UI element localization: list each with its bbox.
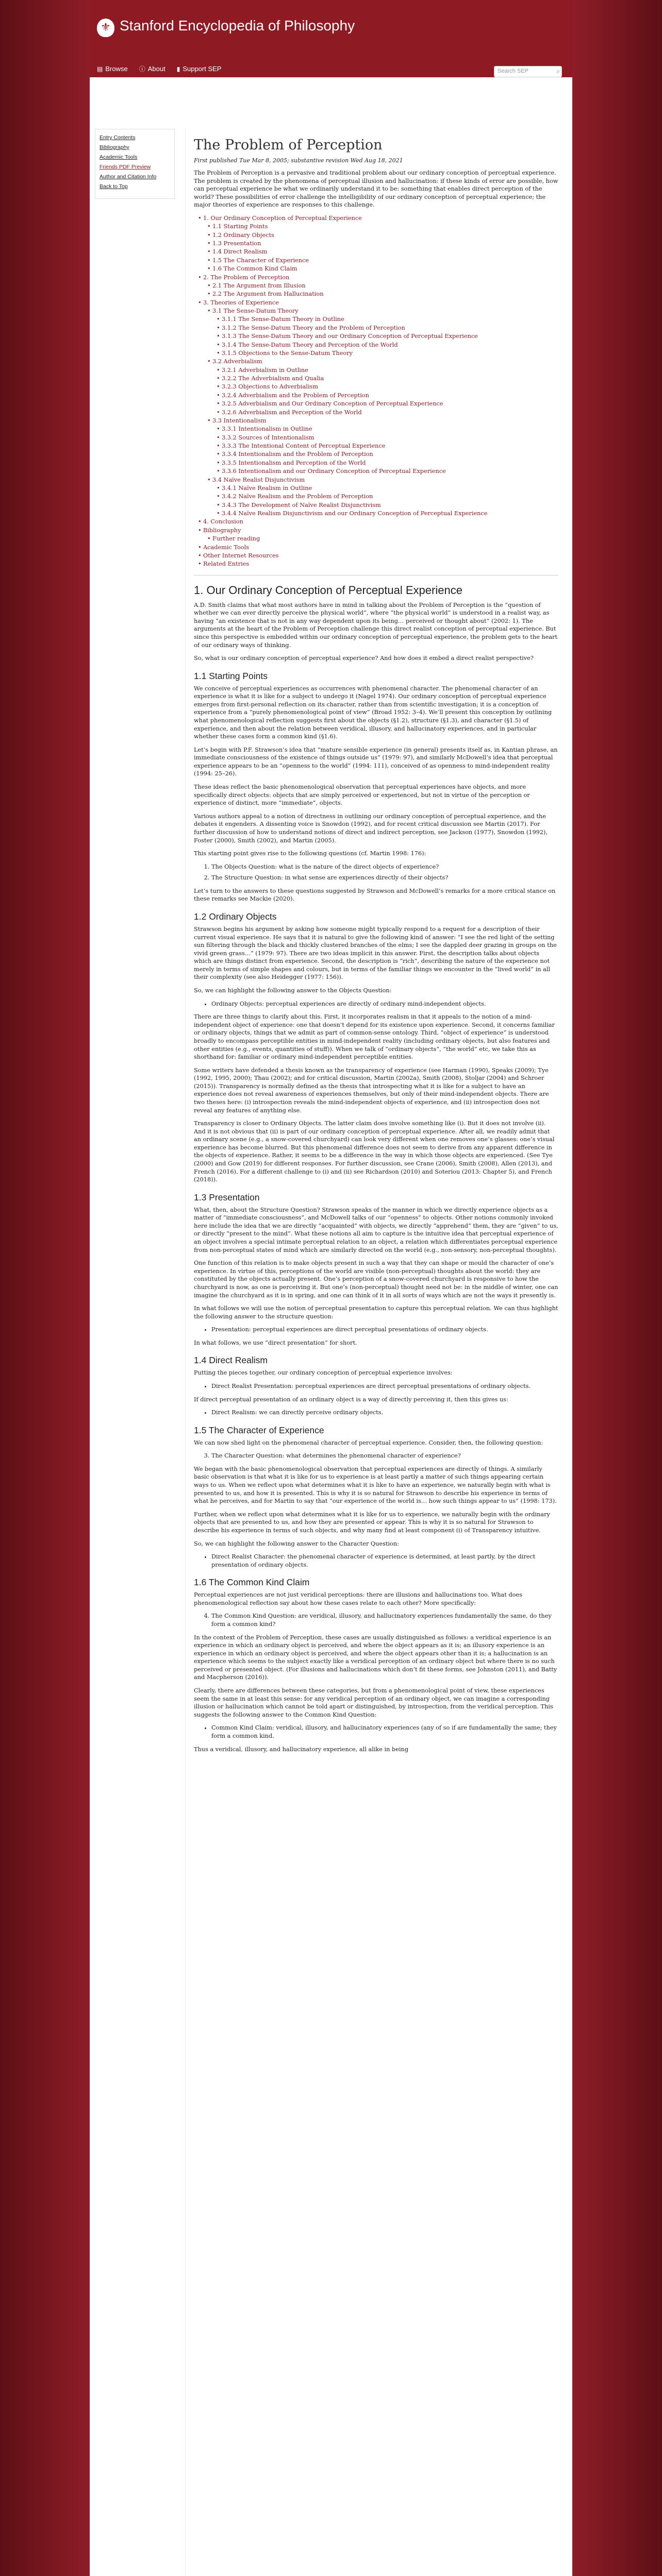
toc-link[interactable]: 1.3 Presentation bbox=[212, 240, 261, 247]
sep-logo-icon[interactable]: ⚜ bbox=[97, 19, 114, 37]
toc-link[interactable]: 2.2 The Argument from Hallucination bbox=[212, 291, 324, 298]
toc-item bbox=[212, 307, 558, 358]
toc-list bbox=[212, 425, 558, 476]
question-list bbox=[194, 1452, 558, 1460]
toc-list bbox=[212, 315, 558, 358]
toc-link[interactable]: 3.1.5 Objections to the Sense-Datum Theory bbox=[222, 349, 353, 357]
toc-item bbox=[212, 240, 558, 248]
paragraph: So, what is our ordinary conception of perceptual experience? And how does it embed a direct realist perspective? bbox=[194, 655, 534, 662]
toc-link[interactable]: Academic Tools bbox=[203, 544, 250, 551]
toc-item bbox=[222, 425, 558, 433]
subsection-heading: 1.6 The Common Kind Claim bbox=[194, 1577, 310, 1588]
toc-link[interactable]: 3.2.5 Adverbialism and Our Ordinary Conception of Perceptual Experience bbox=[222, 400, 443, 408]
list-item: • Direct Realist Presentation: perceptual experiences are direct perceptual presentations of ordinary objects. bbox=[211, 1382, 558, 1391]
table-of-contents bbox=[194, 214, 558, 569]
sidebar-item-pdf-preview[interactable]: Friends PDF Preview bbox=[100, 164, 151, 170]
toc-link[interactable]: 1.5 The Character of Experience bbox=[212, 257, 309, 264]
toc-link[interactable]: Bibliography bbox=[203, 527, 241, 534]
paragraph: Some writers have defended a thesis known as the transparency of experience (see Harman (1990), Speaks (2009); Tye (1992, 1995, 2000); Thau (2002); and for critical discussion, Martin (2002a), Smith (2008), Stoljar (2004) and Schroer (2015)). Transparency is normally defined as the thesis that introspecting what it is like for a subject to have an experience does not reveal awareness of experiences themselves, but only of their mind-independent objects. There are two theses here: (i) introspection reveals the mind-independent objects of experience, and (ii) introspection does not reveal any features of anything else. bbox=[194, 1066, 549, 1114]
list-item: • Direct Realism: we can directly perceive ordinary objects. bbox=[211, 1409, 558, 1417]
toc-link[interactable]: 3.4.4 Naïve Realism Disjunctivism and our Ordinary Conception of Perceptual Experience bbox=[222, 510, 488, 517]
toc-link[interactable]: 3.2.4 Adverbialism and the Problem of Perception bbox=[222, 392, 369, 399]
toc-item bbox=[212, 282, 558, 290]
sidebar-item-back-to-top[interactable]: Back to Top bbox=[100, 183, 128, 190]
paragraph: In the context of the Problem of Perception, these cases are usually distinguished as follows: a veridical experience is an experience in which an ordinary object is perceived, and where the object appears as it is; an illusory experience is an experience in which an ordinary object is perceived, and where the object appears other than it is; a hallucination is an experience which seems to the subject exactly like a veridical perception of an ordinary object but where there is no such perceived or presented object. (For illusions and hallucinations which don’t fit these forms, see Johnston (2011), and Batty and Macpherson (2016)). bbox=[194, 1634, 557, 1681]
paragraph: Transparency is closer to Ordinary Objects. The latter claim does involve something like (i). But it does not involve (ii). And it is not obvious that (ii) is part of our ordinary conception of perceptual experience. After all, we readily admit that an ordinary scene (e.g., a snow-covered churchyard) can look very different when one removes one’s glasses: one’s visual experience has become blurred. But this phenomenal difference does not seem to derive from any apparent difference in the objects of experience. Rather, it seems to be a difference in the way in which those objects are experienced. (See Tye (2000) and Gow (2019) for different responses. For further discussion, see Crane (2006), Smith (2008), Allen (2013), and French (2016). For a different challenge to (i) and (ii) see Richardson (2010) and Soteriou (2013: Chapter 5), and French (2018)). bbox=[194, 1120, 555, 1183]
toc-item bbox=[222, 332, 558, 341]
toc-item bbox=[222, 501, 558, 510]
paragraph: A.D. Smith claims that what most authors have in mind in talking about the Problem of Perception is the “question of whether we can ever directly perceive the physical world”, where “the physical world” is understood in a realist way, as having “an existence that is not in any way dependent upon its being… perceived or thought about” (2002: 1). The arguments at the heart of the Problem of Perception challenge this direct realist conception of perceptual experience. But since this perspective is embedded within our ordinary conception of perceptual experience, the problem gets to the heart of our ordinary ways of thinking. bbox=[194, 601, 558, 649]
paragraph: Perceptual experiences are not just veridical perceptions: there are illusions and hallucinations too. What does phenomenological reflection say about how these cases relate to each other? More specifically: bbox=[194, 1591, 522, 1606]
paragraph: So, we can highlight the following answer to the Objects Question: bbox=[194, 987, 392, 994]
toc-list bbox=[203, 535, 558, 543]
paragraph: We began with the basic phenomenological observation that perceptual experiences are directly of things. A similarly basic observation is that what it is like for us to experience is at least partly a matter of such things appearing certain ways to us. When we reflect upon what determines what it is like to have an experience, we naturally begin with what is presented to us, and how it is presented. This is why it is so natural for Strawson to describe his experience in terms of what he perceives, and for Martin to say that “our experience of the world is… how such things appear to us” (1998: 173). bbox=[194, 1465, 557, 1505]
paragraph: Further, when we reflect upon what determines what it is like for us to experience, we naturally begin with the ordinary objects that are presented to us, and how they are presented or appear. This is why it is so natural for Strawson to describe his experience in terms of such objects, and why many find at least component (i) of Transparency intuitive. bbox=[194, 1511, 550, 1534]
toc-link[interactable]: 1.6 The Common Kind Claim bbox=[212, 265, 297, 273]
paragraph: Strawson begins his argument by asking how someone might typically respond to a request for a description of their current visual experience. He says that it is natural to give the following kind of answer: “I see the red light of the setting sun filtering through the black and thickly clustered branches of the elms; I see the dappled deer grazing in groups on the vivid green grass…” (1979: 97). There are two ideas implicit in this answer. First, the description talks about objects which are things distinct from experience. Second, the description is “rich”, describing the nature of the experience not merely in terms of simple shapes and colours, but in terms of the familiar things we encounter in the “lived world” in all their complexity (see also Heidegger (1977: 156)). bbox=[194, 925, 557, 981]
info-icon: ⓘ bbox=[139, 65, 145, 73]
toc-link[interactable]: 3. Theories of Experience bbox=[203, 299, 279, 306]
toc-item bbox=[222, 467, 558, 476]
toc-link[interactable]: 3.2.6 Adverbialism and Perception of the World bbox=[222, 409, 362, 416]
toc-item bbox=[203, 544, 558, 552]
toc-item bbox=[212, 248, 558, 256]
toc-item bbox=[203, 299, 558, 518]
toc-link[interactable]: 1. Our Ordinary Conception of Perceptual Experience bbox=[203, 214, 362, 222]
toc-link[interactable]: 3.4.3 The Development of Naïve Realist Disjunctivism bbox=[222, 501, 381, 509]
paragraph: In what follows, we use “direct presentation” for short. bbox=[194, 1339, 357, 1346]
toc-item bbox=[222, 442, 558, 450]
toc-item bbox=[222, 392, 558, 400]
toc-item bbox=[222, 349, 558, 358]
toc-item bbox=[212, 535, 558, 543]
publication-info: First published Tue Mar 8, 2005; substantive revision Wed Aug 18, 2021 bbox=[194, 157, 403, 164]
toc-item bbox=[222, 409, 558, 417]
thesis-list bbox=[194, 1409, 558, 1417]
paragraph: Various authors appeal to a notion of directness in outlining our ordinary conception of perceptual experience, and the debates it engenders. A dissenting voice is Snowdon (1992), and for recent critical discussion see Martin (2017). For further discussion of how to understand notions of direct and indirect perception, see Jackson (1977), Snowdon (1992), Foster (2000), Smith (2002), and Martin (2005). bbox=[194, 812, 548, 844]
list-item: 2. The Structure Question: in what sense are experiences directly of their objects? bbox=[211, 874, 558, 882]
browse-label: Browse bbox=[105, 65, 128, 73]
toc-link[interactable]: 2. The Problem of Perception bbox=[203, 274, 290, 281]
thesis-list bbox=[194, 1382, 558, 1391]
page-frame bbox=[90, 0, 572, 2576]
about-label: About bbox=[147, 65, 166, 73]
site-header bbox=[90, 0, 572, 77]
toc-list bbox=[194, 214, 558, 569]
paragraph: Clearly, there are differences between these categories, but from a phenomenological point of view, these experiences seem the same in at least this sense: for any veridical perception of an ordinary object, we can imagine a corresponding illusion or hallucination which cannot be told apart or distinguished, by introspection, from the veridical perception. This suggests the following answer to the Common Kind Question: bbox=[194, 1687, 553, 1718]
sidebar-item-entry-contents[interactable]: Entry Contents bbox=[100, 134, 136, 141]
about-link[interactable] bbox=[139, 64, 166, 73]
paragraph: Thus a veridical, illusory, and hallucinatory experience, all alike in being bbox=[194, 1745, 409, 1753]
book-icon: ▤ bbox=[97, 65, 103, 73]
sidebar-item-author-info[interactable]: Author and Citation Info bbox=[100, 174, 157, 180]
toc-item bbox=[212, 223, 558, 231]
toc-item bbox=[212, 358, 558, 417]
toc-item bbox=[212, 476, 558, 518]
page-title: The Problem of Perception bbox=[194, 137, 383, 153]
paragraph: In what follows we will use the notion of perceptual presentation to capture this perceptual relation. We can thus highlight the following answer to the structure question: bbox=[194, 1305, 558, 1320]
toc-item bbox=[222, 375, 558, 383]
toc-link[interactable]: 3.3.6 Intentionalism and our Ordinary Conception of Perceptual Experience bbox=[222, 468, 446, 475]
thesis-list bbox=[194, 1724, 558, 1740]
subsection-heading: 1.3 Presentation bbox=[194, 1192, 260, 1202]
subsection-heading: 1.1 Starting Points bbox=[194, 670, 268, 681]
paragraph: So, we can highlight the following answer to the Character Question: bbox=[194, 1540, 399, 1547]
toc-link[interactable]: 4. Conclusion bbox=[203, 518, 243, 526]
toc-link[interactable]: 1.1 Starting Points bbox=[212, 223, 268, 230]
toc-link[interactable]: 3.2.2 The Adverbialism and Qualia bbox=[222, 375, 324, 382]
toc-item bbox=[222, 434, 558, 442]
toc-link[interactable]: 3.2.3 Objections to Adverbialism bbox=[222, 383, 319, 391]
main-nav bbox=[97, 64, 221, 73]
toc-item bbox=[203, 274, 558, 299]
toc-link[interactable]: 3.3.2 Sources of Intentionalism bbox=[222, 434, 315, 441]
toc-item bbox=[222, 493, 558, 501]
entry-sidebar bbox=[95, 129, 175, 199]
toc-link[interactable]: 3.3.5 Intentionalism and Perception of the World bbox=[222, 459, 366, 466]
toc-list bbox=[203, 223, 558, 273]
toc-link[interactable]: 3.1.1 The Sense-Datum Theory in Outline bbox=[222, 316, 344, 323]
toc-link[interactable]: 3.3.3 The Intentional Content of Perceptual Experience bbox=[222, 443, 386, 450]
toc-list bbox=[203, 307, 558, 518]
list-item: 1. The Objects Question: what is the nature of the direct objects of experience? bbox=[211, 863, 558, 871]
toc-link[interactable]: Further reading bbox=[212, 535, 260, 543]
support-icon: ▮ bbox=[176, 65, 180, 73]
search-icon[interactable]: ⌕ bbox=[556, 67, 560, 75]
toc-list bbox=[212, 366, 558, 417]
toc-item bbox=[203, 214, 558, 274]
paragraph: What, then, about the Structure Question? Strawson speaks of the manner in which we directly experience objects as a matter of “immediate consciousness”, and McDowell talks of our “openness” to objects. Other notions commonly invoked here include the idea that we are directly “acquainted” with objects, we directly “apprehend” them, they are “given” to us, or directly “present to the mind”. What these notions all aim to capture is the intuitive idea that perceptual experience of an object involves a special intimate perceptual relation to an object, a relation which differentiates perceptual experience from non-perceptual states of mind which are similarly directed on the world (e.g., non-sensory, non-perceptual thoughts). bbox=[194, 1206, 558, 1253]
toc-item bbox=[222, 450, 558, 459]
toc-item bbox=[222, 341, 558, 349]
toc-link[interactable]: 3.1 The Sense-Datum Theory bbox=[212, 308, 299, 315]
toc-item bbox=[203, 527, 558, 544]
toc-item bbox=[212, 290, 558, 298]
toc-link[interactable]: 3.3 Intentionalism bbox=[212, 417, 267, 424]
list-item: • Common Kind Claim: veridical, illusory, and hallucinatory experiences (any of so if are fundamentally the same; they form a common kind. bbox=[211, 1724, 558, 1740]
subsection-heading: 1.4 Direct Realism bbox=[194, 1355, 268, 1366]
toc-item bbox=[222, 510, 558, 518]
preamble: The Problem of Perception is a pervasive and traditional problem about our ordinary conception of perceptual experience. The problem is created by the phenomena of perceptual illusion and hallucination: if these kinds of error are possible, how can perceptual experience be what we ordinarily understand it to be: something that enables direct perception of the world? These possibilities of error challenge the intelligibility of our ordinary conception of perceptual experience; the major theories of experience are responses to this challenge. bbox=[194, 170, 558, 209]
thesis-list bbox=[194, 1326, 558, 1334]
list-item: 4. The Common Kind Question: are veridical, illusory, and hallucinatory experiences fundamentally the same, do they form a common kind? bbox=[211, 1612, 558, 1628]
toc-link[interactable]: 3.3.4 Intentionalism and the Problem of Perception bbox=[222, 451, 373, 458]
toc-link[interactable]: 3.1.4 The Sense-Datum Theory and Perception of the World bbox=[222, 341, 398, 348]
list-item: • Ordinary Objects: perceptual experiences are directly of ordinary mind-independent objects. bbox=[211, 1000, 558, 1008]
paragraph: Putting the pieces together, our ordinary conception of perceptual experience involves: bbox=[194, 1369, 453, 1377]
toc-item bbox=[212, 417, 558, 476]
toc-item bbox=[212, 265, 558, 273]
browse-link[interactable] bbox=[97, 64, 128, 73]
thesis-list bbox=[194, 1553, 558, 1569]
thesis-list bbox=[194, 1000, 558, 1008]
support-label: Support SEP bbox=[183, 65, 222, 73]
paragraph: There are three things to clarify about this. First, it incorporates realism in that it appeals to the notion of a mind-independent object of experience: one that doesn’t depend for its existence upon experience. Second, it concerns familiar or ordinary objects, things that we admit as part of common-sense ontology. Third, “object of experience” is understood broadly to encompass perceptible entities in mind-independent reality (including ordinary objects, but also features and other entities (e.g., events, quantities of stuff)). When we talk of “ordinary objects”, “the world” etc, we take this as shorthand for: familiar or ordinary mind-independent perceptible entities. bbox=[194, 1013, 555, 1061]
support-link[interactable] bbox=[177, 64, 222, 73]
subsection-heading: 1.5 The Character of Experience bbox=[194, 1425, 324, 1435]
toc-link[interactable]: 3.2.1 Adverbialism in Outline bbox=[222, 366, 308, 374]
toc-link[interactable]: Related Entries bbox=[203, 561, 250, 568]
sidebar-item-academic-tools[interactable]: Academic Tools bbox=[100, 154, 138, 160]
paragraph: We can now shed light on the phenomenal character of perceptual experience. Consider, then, the following question: bbox=[194, 1439, 543, 1446]
site-title[interactable]: Stanford Encyclopedia of Philosophy bbox=[120, 18, 355, 33]
toc-link[interactable]: 3.4.1 Naïve Realism in Outline bbox=[222, 484, 312, 492]
toc-list bbox=[212, 484, 558, 518]
question-list bbox=[194, 863, 558, 882]
toc-item bbox=[212, 257, 558, 265]
toc-link[interactable]: 3.4.2 Naïve Realism and the Problem of Perception bbox=[222, 493, 373, 500]
toc-link[interactable]: 3.2 Adverbialism bbox=[212, 358, 262, 365]
list-item: • Direct Realist Character: the phenomenal character of experience is determined, at least partly, by the direct presentation of ordinary objects. bbox=[211, 1553, 558, 1569]
toc-item bbox=[203, 552, 558, 560]
toc-item bbox=[222, 484, 558, 493]
toc-link[interactable]: 3.3.1 Intentionalism in Outline bbox=[222, 426, 312, 433]
paragraph: These ideas reflect the basic phenomenological observation that perceptual experiences have objects, and more specifically direct objects: objects that are simply perceived or experienced, but not in virtue of the perception or experience of distinct, more “immediate”, objects. bbox=[194, 784, 530, 807]
toc-list bbox=[203, 282, 558, 299]
paragraph: Let’s turn to the answers to these questions suggested by Strawson and McDowell’s remarks for a more critical stance on these remarks see Mackie (2020). bbox=[194, 887, 556, 903]
toc-link[interactable]: 3.1.3 The Sense-Datum Theory and our Ordinary Conception of Perceptual Experience bbox=[222, 333, 478, 340]
search-input[interactable]: Search SEP bbox=[494, 66, 562, 77]
paragraph: This starting point gives rise to the following questions (cf. Martin 1998: 176): bbox=[194, 850, 426, 857]
toc-item bbox=[212, 231, 558, 240]
question-list bbox=[194, 1612, 558, 1628]
toc-link[interactable]: 2.1 The Argument from Illusion bbox=[212, 282, 306, 289]
list-item: • Presentation: perceptual experiences are direct perceptual presentations of ordinary objects. bbox=[211, 1326, 558, 1334]
toc-item bbox=[222, 383, 558, 391]
toc-link[interactable]: 1.2 Ordinary Objects bbox=[212, 231, 274, 239]
list-item: 3. The Character Question: what determines the phenomenal character of experience? bbox=[211, 1452, 558, 1460]
sidebar-item-bibliography[interactable]: Bibliography bbox=[100, 144, 129, 150]
toc-item bbox=[203, 518, 558, 526]
toc-item bbox=[222, 315, 558, 324]
section-heading: 1. Our Ordinary Conception of Perceptual Experience bbox=[194, 583, 462, 597]
toc-link[interactable]: Other Internet Resources bbox=[203, 552, 279, 559]
subsection-heading: 1.2 Ordinary Objects bbox=[194, 911, 277, 922]
toc-link[interactable]: 1.4 Direct Realism bbox=[212, 248, 268, 256]
toc-item bbox=[222, 459, 558, 467]
toc-item bbox=[222, 400, 558, 408]
paragraph: One function of this relation is to make objects present in such a way that they can shape or mould the character of one’s experience. In virtue of this, perceptions of the world are visible (non-perceptual) thoughts about the world: they are constituted by the objects actually present. One’s perception of a snow-covered churchyard is responsive to how the churchyard is now, as one is perceiving it. But one’s (non-perceptual) thought need not be: in the middle of winter, one can imagine the churchyard as it is in spring, and one can think of it in all sorts of ways which are not the ways it presently is. bbox=[194, 1260, 558, 1299]
toc-link[interactable]: 3.1.2 The Sense-Datum Theory and the Problem of Perception bbox=[222, 324, 405, 331]
toc-item bbox=[222, 366, 558, 375]
toc-item bbox=[203, 560, 558, 568]
paragraph: If direct perceptual presentation of an ordinary object is a way of directly perceiving it, then this gives us: bbox=[194, 1396, 508, 1403]
paragraph: We conceive of perceptual experiences as occurrences with phenomenal character. The phenomenal character of an experience is what it is like for a subject to undergo it (Nagel 1974). Our ordinary conception of perceptual experience emerges from first-personal reflection on its character, rather than from scientific investigation; it is a conception of experience from a “purely phenomenological point of view” (Broad 1952: 3–4). We’ll present this conception by outlining what phenomenological reflection suggests first about the objects (§1.2), structure (§1.3), and character (§1.5) of experience, and then about the relation between veridical, illusory, and hallucinatory experiences, and in particular whether these cases form a common kind (§1.6). bbox=[194, 685, 552, 740]
toc-link[interactable]: 3.4 Naïve Realist Disjunctivism bbox=[212, 476, 305, 483]
paragraph: Let’s begin with P.F. Strawson’s idea that “mature sensible experience (in general) presents itself as, in Kantian phrase, an immediate consciousness of the existence of things outside us” (1979: 97), and similarly McDowell’s idea that perceptual experience appears to be an “openness to the world” (1994: 111), conceived of as openness to mind-independent reality (1994: 25–26). bbox=[194, 746, 558, 777]
article-main bbox=[185, 129, 567, 2576]
toc-item bbox=[222, 324, 558, 332]
